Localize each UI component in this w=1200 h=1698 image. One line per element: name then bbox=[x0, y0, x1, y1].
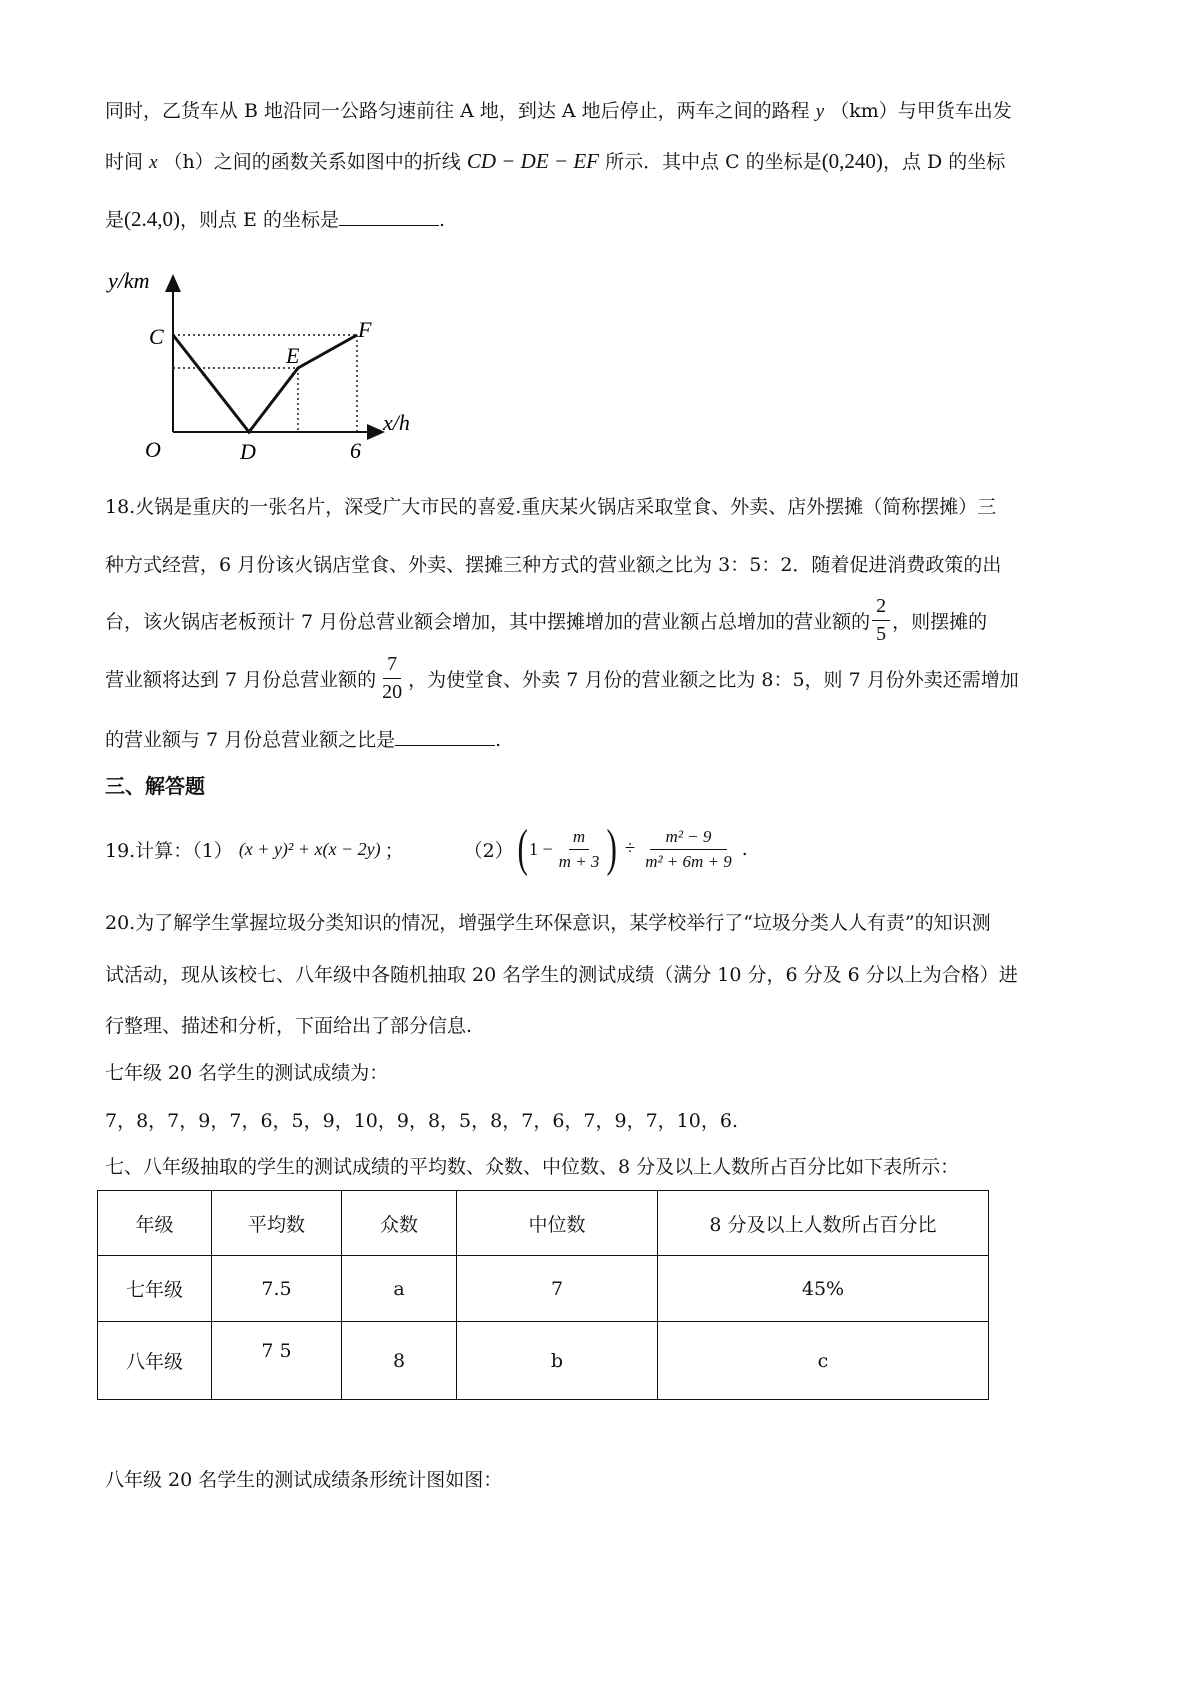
y-axis-label: y/km bbox=[108, 268, 150, 293]
function-graph-svg bbox=[100, 262, 420, 462]
q17-path: CD − DE − EF bbox=[466, 149, 600, 173]
point-e-label: E bbox=[286, 343, 300, 368]
q18-line5-end: . bbox=[495, 729, 502, 751]
q17-line2-pre: 时间 bbox=[105, 151, 144, 173]
q17-var-y: y bbox=[815, 101, 825, 122]
table-header-cell: 8 分及以上人数所占百分比 bbox=[658, 1191, 989, 1256]
fraction-numerator: m bbox=[569, 828, 589, 850]
q17-coord-c: (0,240) bbox=[821, 149, 883, 173]
table-row bbox=[98, 1256, 989, 1322]
q17-line3 bbox=[105, 205, 445, 232]
table-header-cell: 年级 bbox=[98, 1191, 212, 1256]
q19-separator: ； bbox=[384, 839, 404, 862]
q18-line3-end: ，则摆摊的 bbox=[892, 610, 988, 633]
right-paren: ) bbox=[606, 820, 618, 877]
q20-after-table: 八年级 20 名学生的测试成绩条形统计图如图： bbox=[105, 1469, 503, 1491]
q20-line4: 七年级 20 名学生的测试成绩为： bbox=[105, 1062, 389, 1084]
q19-expression-1: (x + y)² + x(x − 2y) bbox=[238, 838, 381, 859]
table-cell: 八年级 bbox=[98, 1322, 212, 1400]
fraction-denominator: m + 3 bbox=[558, 851, 600, 871]
q17-line1-end: （km）与甲货车出发 bbox=[830, 100, 1012, 122]
fraction-numerator: m² − 9 bbox=[650, 828, 728, 850]
table-cell: b bbox=[457, 1322, 658, 1400]
table-cell: a bbox=[342, 1256, 457, 1322]
fraction-seven-twentieths bbox=[378, 654, 406, 703]
fraction-denominator: 5 bbox=[876, 622, 887, 645]
q17-line1-text: 同时，乙货车从 B 地沿同一公路匀速前往 A 地，到达 A 地后停止，两车之间的路程 bbox=[105, 100, 810, 122]
table-cell: 7 5 bbox=[212, 1322, 342, 1400]
divide-sign: ÷ bbox=[624, 838, 636, 859]
table-cell: 45% bbox=[658, 1256, 989, 1322]
function-graph bbox=[100, 262, 420, 462]
table-header-cell: 中位数 bbox=[457, 1191, 658, 1256]
q20-line1: 20.为了解学生掌握垃圾分类知识的情况，增强学生环保意识，某学校举行了“垃圾分类人人有责”的知识测 bbox=[105, 912, 991, 934]
q18-answer-blank bbox=[395, 727, 495, 746]
table-cell: 8 bbox=[342, 1322, 457, 1400]
table-header-cell: 平均数 bbox=[212, 1191, 342, 1256]
q18-line3 bbox=[105, 592, 987, 648]
origin-label: O bbox=[145, 437, 161, 462]
q18-line5-pre: 的营业额与 7 月份总营业额之比是 bbox=[105, 729, 396, 751]
q19-end: . bbox=[741, 838, 748, 860]
point-d-label: D bbox=[240, 439, 256, 462]
q19-label-2: （2） bbox=[463, 839, 514, 862]
q17-line2 bbox=[105, 147, 1005, 174]
q18-line5 bbox=[105, 725, 501, 752]
q18-line3-pre: 台，该火锅店老板预计 7 月份总营业额会增加，其中摆摊增加的营业额占总增加的营业额的 bbox=[105, 610, 871, 633]
fraction-numerator: 2 bbox=[872, 596, 890, 621]
table-cell: 七年级 bbox=[98, 1256, 212, 1322]
x-axis-label: x/h bbox=[383, 410, 410, 435]
q19-label: 19.计算：（1） bbox=[105, 839, 233, 862]
tick-label-6: 6 bbox=[350, 438, 361, 462]
statistics-table bbox=[97, 1190, 989, 1400]
fraction-two-fifths bbox=[872, 596, 890, 645]
fraction-denominator: m² + 6m + 9 bbox=[645, 851, 732, 871]
table-cell: 7.5 bbox=[212, 1256, 342, 1322]
q17-line3-end: . bbox=[438, 209, 446, 231]
q17-line2-after: 所示．其中点 C 的坐标是 bbox=[605, 151, 822, 173]
table-row bbox=[98, 1322, 989, 1400]
fraction-m-over-m-plus-3 bbox=[555, 828, 604, 871]
fraction-m-squared bbox=[641, 828, 736, 871]
q19-line bbox=[105, 820, 748, 878]
point-c-label: C bbox=[149, 324, 164, 349]
polyline-cdef bbox=[173, 335, 357, 432]
q17-line1 bbox=[105, 96, 1012, 123]
fraction-numerator: 7 bbox=[383, 654, 401, 679]
q20-line3: 行整理、描述和分析，下面给出了部分信息. bbox=[105, 1015, 473, 1037]
q17-var-x: x bbox=[149, 152, 158, 173]
q17-coord-d: (2.4,0) bbox=[124, 207, 181, 231]
table-cell: c bbox=[658, 1322, 989, 1400]
q19-one-minus: 1 − bbox=[529, 838, 553, 859]
table-cell: 7 bbox=[457, 1256, 658, 1322]
q17-line3-mid: ，则点 E 的坐标是 bbox=[180, 209, 339, 231]
q17-line3-pre: 是 bbox=[105, 209, 125, 231]
q20-scores-line: 7，8，7，9，7，6，5，9，10，9，8，5，8，7，6，7，9，7，10，6. bbox=[105, 1110, 738, 1132]
table-header-row bbox=[98, 1191, 989, 1256]
q17-line2-end: ，点 D 的坐标 bbox=[882, 151, 1006, 173]
q18-line1: 18.火锅是重庆的一张名片，深受广大市民的喜爱.重庆某火锅店采取堂食、外卖、店外摆摊（简称摆摊）三 bbox=[105, 496, 997, 518]
q18-line4 bbox=[105, 650, 1019, 706]
q20-line2: 试活动，现从该校七、八年级中各随机抽取 20 名学生的测试成绩（满分 10 分，6 分及 6 分以上为合格）进 bbox=[105, 964, 1018, 986]
left-paren: ( bbox=[517, 820, 528, 877]
section-heading: 三、解答题 bbox=[105, 774, 205, 798]
q17-line2-mid: （h）之间的函数关系如图中的折线 bbox=[163, 151, 461, 173]
q18-line2: 种方式经营，6 月份该火锅店堂食、外卖、摆摊三种方式的营业额之比为 3：5：2．随着促进消费政策的出 bbox=[105, 554, 1002, 576]
q17-answer-blank bbox=[339, 207, 439, 226]
q18-line4-end: ，为使堂食、外卖 7 月份的营业额之比为 8：5，则 7 月份外卖还需增加 bbox=[408, 668, 1019, 691]
q18-line4-pre: 营业额将达到 7 月份总营业额的 bbox=[105, 668, 377, 691]
fraction-denominator: 20 bbox=[382, 680, 403, 703]
table-header-cell: 众数 bbox=[342, 1191, 457, 1256]
q20-line6: 七、八年级抽取的学生的测试成绩的平均数、众数、中位数、8 分及以上人数所占百分比如下表所示： bbox=[105, 1156, 960, 1178]
point-f-label: F bbox=[358, 317, 372, 342]
